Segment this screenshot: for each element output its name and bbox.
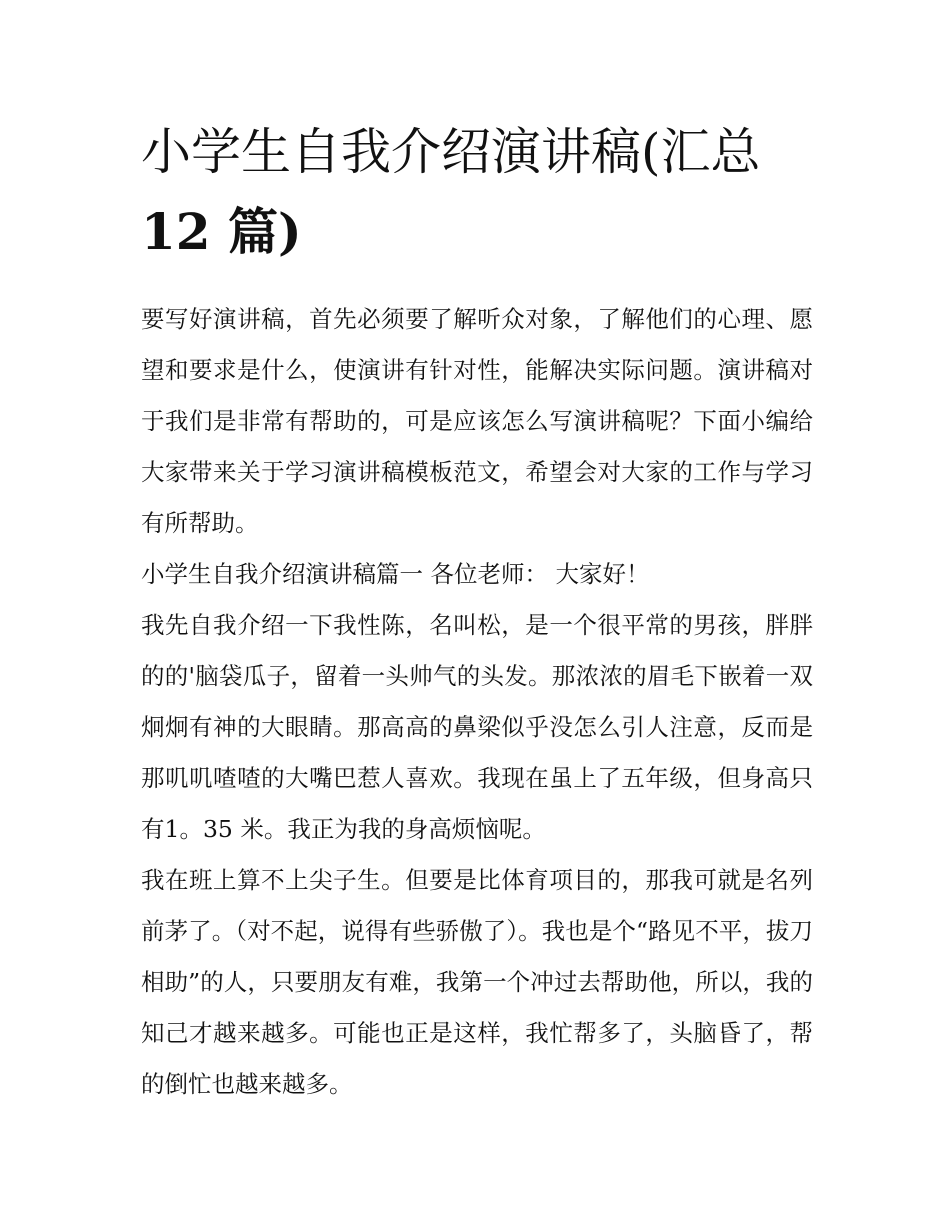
body-paragraph-2: 我在班上算不上尖子生。但要是比体育项目的，那我可就是名列前茅了。（对不起，说得有些骄傲了）。我也是个“路见不平，拔刀相助”的人，只要朋友有难，我第一个冲过去帮助他，所以，我的知己才越来越多。可能也正是这样，我忙帮多了，头脑昏了，帮的倒忙也越来越多。 [141, 866, 813, 1098]
body-paragraph-1: 我先自我介绍一下我性陈，名叫松，是一个很平常的男孩，胖胖的的'脑袋瓜子，留着一头帅气的头发。那浓浓的眉毛下嵌着一双炯炯有神的大眼睛。那高高的鼻梁似乎没怎么引人注意，反而是那叽叽喳喳的大嘴巴惹人喜欢。我现在虽上了五年级，但身高只有1。35 米。我正为我的身高烦恼呢。 [141, 611, 813, 843]
section-heading-paragraph: 小学生自我介绍演讲稿篇一 各位老师： 大家好！ [141, 560, 650, 588]
document-body [141, 112, 813, 1110]
title-line-1: 小学生自我介绍演讲稿(汇总 [141, 123, 761, 181]
title-line-2: 12 篇) [141, 202, 302, 261]
document-title [141, 112, 813, 272]
intro-paragraph: 要写好演讲稿，首先必须要了解听众对象，了解他们的心理、愿望和要求是什么，使演讲有针对性，能解决实际问题。演讲稿对于我们是非常有帮助的，可是应该怎么写演讲稿呢？下面小编给大家带来关于学习演讲稿模板范文，希望会对大家的工作与学习有所帮助。 [141, 305, 813, 537]
